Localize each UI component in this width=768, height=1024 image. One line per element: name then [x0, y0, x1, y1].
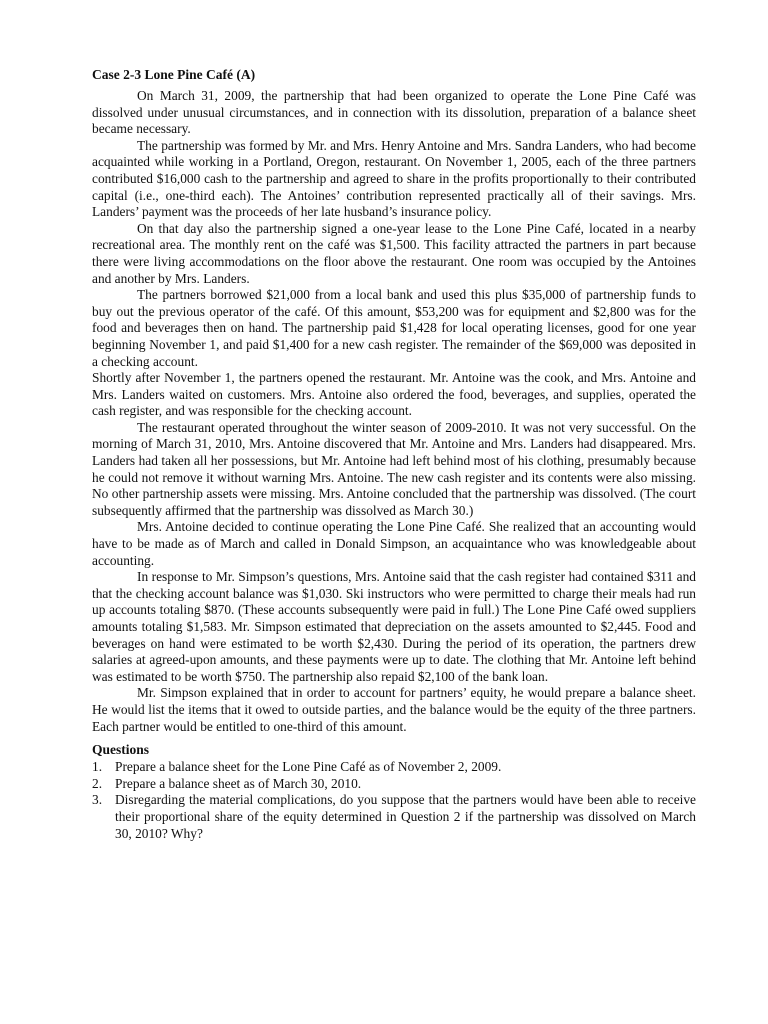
case-body — [92, 88, 696, 735]
paragraph-7: Mrs. Antoine decided to continue operating the Lone Pine Café. She realized that an accounting would have to be made as of March and called in Donald Simpson, an acquaintance who was knowledgeable about accounting. — [92, 519, 696, 568]
question-text: Disregarding the material complications, do you suppose that the partners would have been able to receive their proportional share of the equity determined in Question 2 if the partnership was dissolved on March 30, 2010? Why? — [115, 792, 696, 841]
paragraph-8: In response to Mr. Simpson’s questions, Mrs. Antoine said that the cash register had contained $311 and that the checking account balance was $1,030. Ski instructors who were permitted to charge their meals had run up accounts totaling $870. (These accounts subsequently were paid in full.) The Lone Pine Café owed suppliers amounts totaling $1,583. Mr. Simpson estimated that depreciation on the assets amounted to $2,445. Food and beverages on hand were estimated to be worth $2,430. During the period of its operation, the partners drew salaries at agreed-upon amounts, and these payments were up to date. The clothing that Mr. Antoine left behind was estimated to be worth $750. The partnership also repaid $2,100 of the bank loan. — [92, 569, 696, 684]
question-text: Prepare a balance sheet for the Lone Pine Café as of November 2, 2009. — [115, 759, 502, 775]
question-number: 2. — [92, 775, 103, 791]
questions-heading: Questions — [92, 742, 150, 758]
question-item — [92, 792, 696, 842]
paragraph-4: The partners borrowed $21,000 from a local bank and used this plus $35,000 of partnership funds to buy out the previous operator of the café. Of this amount, $53,200 was for equipment and $2,800 was for the food and beverages then on hand. The partnership paid $1,428 for local operating licenses, good for one year beginning November 1, and paid $1,400 for a new cash register. The remainder of the $69,000 was deposited in a checking account. — [92, 287, 696, 369]
question-item — [92, 759, 696, 776]
case-title: Case 2-3 Lone Pine Café (A) — [92, 67, 256, 82]
questions-list — [92, 759, 696, 842]
question-number: 1. — [92, 759, 103, 775]
question-number: 3. — [92, 792, 103, 808]
question-text: Prepare a balance sheet as of March 30, 2010. — [115, 775, 362, 791]
paragraph-9: Mr. Simpson explained that in order to account for partners’ equity, he would prepare a balance sheet. He would list the items that it owed to outside parties, and the balance would be the equity of the three partners. Each partner would be entitled to one-third of this amount. — [92, 685, 696, 734]
question-item — [92, 776, 696, 793]
paragraph-6: The restaurant operated throughout the winter season of 2009-2010. It was not very successful. On the morning of March 31, 2010, Mrs. Antoine discovered that Mr. Antoine and Mrs. Landers had disappeared. Mrs. Landers had taken all her possessions, but Mr. Antoine had left behind most of his clothing, presumably because he could not remove it without warning Mrs. Antoine. The new cash register and its contents were also missing. No other partnership assets were missing. Mrs. Antoine concluded that the partnership was dissolved. (The court subsequently affirmed that the partnership was dissolved as March 30.) — [92, 419, 696, 518]
document-page — [92, 66, 696, 842]
paragraph-2: The partnership was formed by Mr. and Mrs. Henry Antoine and Mrs. Sandra Landers, who had become acquainted while working in a Portland, Oregon, restaurant. On November 1, 2005, each of the three partners contributed $16,000 cash to the partnership and agreed to share in the profits proportionally to their contributed capital (i.e., one-third each). The Antoines’ contribution represented practically all of their savings. Mrs. Landers’ payment was the proceeds of her late husband’s insurance policy. — [92, 137, 696, 220]
paragraph-5: Shortly after November 1, the partners opened the restaurant. Mr. Antoine was the cook, and Mrs. Antoine and Mrs. Landers waited on customers. Mrs. Antoine also ordered the food, beverages, and supplies, operated the cash register, and was responsible for the checking account. — [92, 370, 696, 419]
paragraph-3: On that day also the partnership signed a one-year lease to the Lone Pine Café, located in a nearby recreational area. The monthly rent on the café was $1,500. This facility attracted the partners in part because there were living accommodations on the floor above the restaurant. One room was occupied by the Antoines and another by Mrs. Landers. — [92, 220, 696, 286]
paragraph-1: On March 31, 2009, the partnership that had been organized to operate the Lone Pine Café was dissolved under unusual circumstances, and in connection with its dissolution, preparation of a balance sheet became necessary. — [92, 88, 696, 137]
